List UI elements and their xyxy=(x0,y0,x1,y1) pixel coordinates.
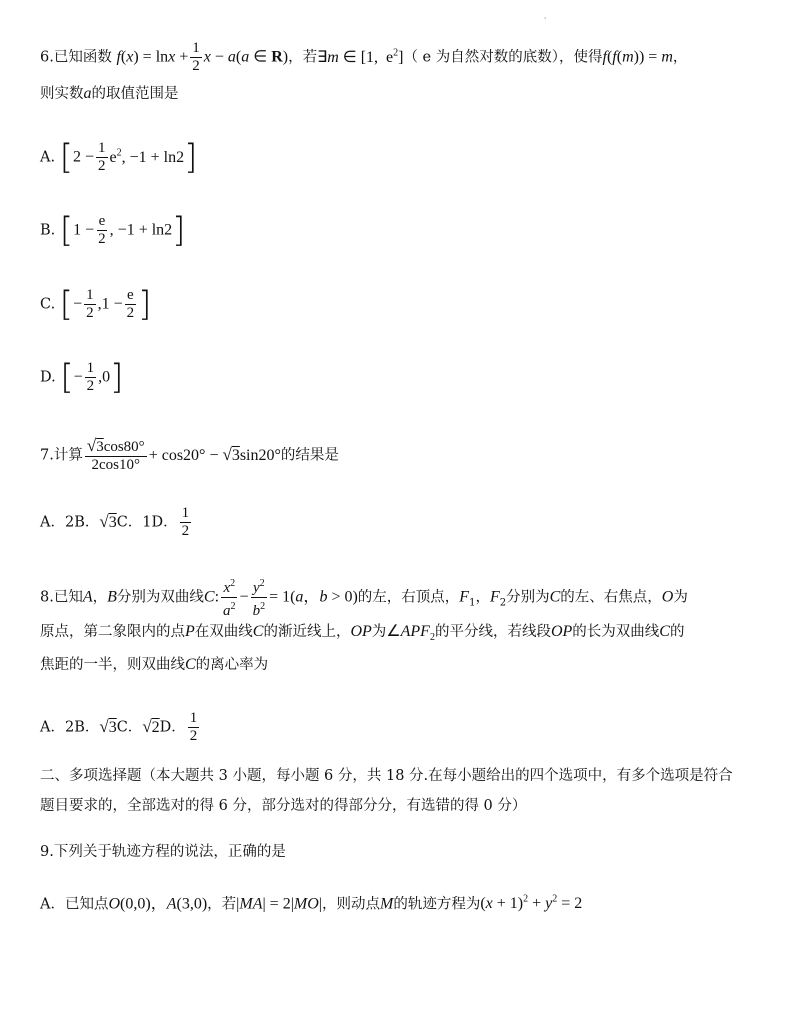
q6-choice-a: A. [2 − $\frac{1}{2}$ $e^2$, −1 + ln2] xyxy=(40,137,198,178)
q6-choice-b: B. [1 − $\frac{e}{2}$ , −1 + ln2] xyxy=(40,210,186,251)
speck-mark: ' xyxy=(544,16,547,25)
q9-stem: 9.下列关于轨迹方程的说法，正确的是 xyxy=(40,844,286,860)
q6-choice-d: D. [− $\frac{1}{2}$ ,0] xyxy=(40,357,124,398)
q8-stem-line1: 8.已知A，B分别为双曲线C: $\frac{x^2}{a^2}$ − $\frac{y^2}{b^2}$ = 1(a，b > 0)的左，右顶点，$F_1$，$F_2$分别为C的左、右焦点，O为 xyxy=(40,575,770,620)
q8-stem-line2: 原点，第二象限内的点P在双曲线C的渐近线上，OP为$\angle APF_2$的平分线，若线段OP的长为双曲线C的 xyxy=(40,623,685,644)
q6-stem-line1: 6.已知函数 f(x) = lnx + $\frac{1}{2}$ x − a(a ∈ R)，若∃m ∈ [1, $e^2$]（ e 为自然对数的底数），使得f(f(m)) = m， xyxy=(40,40,688,74)
q7-answers: A．2B．√3C．1D． $\frac{1}{2}$ xyxy=(40,505,190,539)
q8-stem-line3: 焦距的一半，则双曲线C的离心率为 xyxy=(40,656,269,673)
q7-stem: 7.计算 $\frac{√3\cos 80^\circ}{2\cos 10^\circ}$ + cos20° − √3sin20°的结果是 xyxy=(40,436,339,473)
q6-stem-line2: 则实数a的取值范围是 xyxy=(40,85,179,102)
q6-choice-c: C. [− $\frac{1}{2}$ ,1 − $\frac{e}{2}$ ] xyxy=(40,284,152,325)
q9-option-a: A．已知点O(0,0)，A(3,0)，若|MA| = 2|MO|，则动点M的轨迹方程为$(x + 1)^2 + y^2 = 2$ xyxy=(40,894,583,913)
section2-heading-line2: 题目要求的，全部选对的得 6 分，部分选对的得部分分，有选错的得 0 分） xyxy=(40,798,527,814)
section2-heading-line1: 二、多项选择题（本大题共 3 小题，每小题 6 分，共 18 分.在每小题给出的四个选项中，有多个选项是符合 xyxy=(40,768,733,784)
q8-answers: A．2B．√3C．√2D． $\frac{1}{2}$ xyxy=(40,710,198,744)
